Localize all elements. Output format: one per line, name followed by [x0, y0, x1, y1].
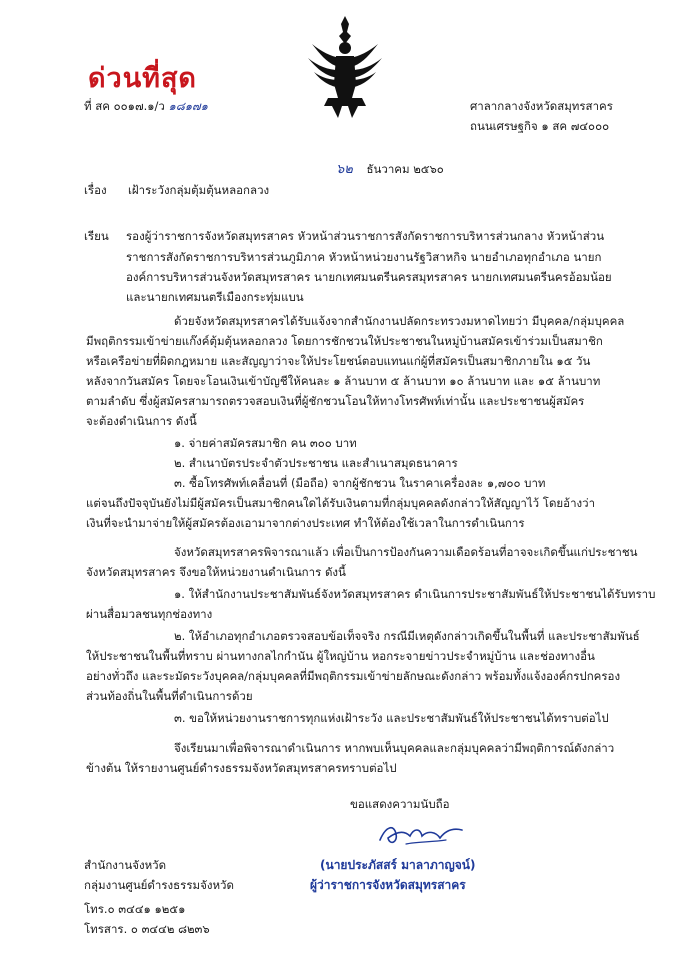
signatory-name: (นายประภัสสร์ มาลาภาญจน์)	[320, 858, 476, 872]
list-item: ๓. ซื้อโทรศัพท์เคลื่อนที่ (มือถือ) จากผู้ชักชวน ในราคาเครื่องละ ๑,๗๐๐ บาท	[174, 476, 546, 490]
signatory-position: ผู้ว่าราชการจังหวัดสมุทรสาคร	[310, 878, 466, 892]
reference-number: ที่ สค ๐๐๑๗.๑/ว ๑๘๑๗๑	[84, 99, 208, 113]
body-line: ด้วยจังหวัดสมุทรสาครได้รับแจ้งจากสำนักงานปลัดกระทรวงมหาดไทยว่า มีบุคคล/กลุ่มบุคคล	[174, 314, 625, 328]
addressee-line: องค์การบริหารส่วนจังหวัดสมุทรสาคร นายกเทศมนตรีนครสมุทรสาคร นายกเทศมนตรีนครอ้อมน้อย	[126, 270, 612, 284]
letter-date: ๖๒ ธันวาคม ๒๕๖๐	[336, 162, 444, 177]
date-day-handwritten: ๖๒	[336, 162, 353, 177]
action-item: ให้ประชาชนในพื้นที่ทราบ ผ่านทางกลไกกำนัน ผู้ใหญ่บ้าน หอกระจายข่าวประจำหมู่บ้าน และช่องทางอื่น	[86, 649, 595, 663]
closing-salutation: ขอแสดงความนับถือ	[350, 797, 450, 811]
handwritten-signature	[376, 816, 466, 850]
closing-paragraph: ข้างต้น ให้รายงานศูนย์ดำรงธรรมจังหวัดสมุทรสาครทราบต่อไป	[86, 761, 397, 775]
subject-text: เฝ้าระวังกลุ่มตุ้มตุ้นหลอกลวง	[128, 183, 270, 197]
action-item: ๒. ให้อำเภอทุกอำเภอตรวจสอบข้อเท็จจริง กรณีมีเหตุดังกล่าวเกิดขึ้นในพื้นที่ และประชาสัมพันธ์	[174, 629, 640, 643]
footer-phone: โทร.๐ ๓๔๔๑ ๑๒๕๑	[84, 902, 186, 916]
list-item: ๑. จ่ายค่าสมัครสมาชิก คน ๓๐๐ บาท	[174, 436, 357, 450]
body-line: เงินที่จะนำมาจ่ายให้ผู้สมัครต้องเอามาจากต่างประเทศ ทำให้ต้องใช้เวลาในการดำเนินการ	[86, 516, 525, 530]
closing-paragraph: จึงเรียนมาเพื่อพิจารณาดำเนินการ หากพบเห็นบุคคลและกลุ่มบุคคลว่ามีพฤติการณ์ดังกล่าว	[174, 741, 615, 755]
action-item: ๑. ให้สำนักงานประชาสัมพันธ์จังหวัดสมุทรสาคร ดำเนินการประชาสัมพันธ์ให้ประชาชนได้รับทราบ	[174, 587, 656, 601]
action-item: ผ่านสื่อมวลชนทุกช่องทาง	[86, 607, 213, 621]
body-line: หรือเครือข่ายที่ผิดกฎหมาย และสัญญาว่าจะให้ประโยชน์ตอบแทนแก่ผู้ที่สมัครเป็นสมาชิกภายใน ๑๕ วัน	[86, 354, 591, 368]
body-line: ตามลำดับ ซึ่งผู้สมัครสามารถตรวจสอบเงินที่ผู้ชักชวนโอนให้ทางโทรศัพท์เท่านั้น และประชาชนผู้สมัคร	[86, 394, 585, 408]
body-line: แต่จนถึงปัจจุบันยังไม่มีผู้สมัครเป็นสมาชิกคนใดได้รับเงินตามที่กลุ่มบุคคลดังกล่าวให้สัญญาไว้ โดยอ้างว่า	[86, 496, 596, 510]
footer-division: กลุ่มงานศูนย์ดำรงธรรมจังหวัด	[84, 878, 234, 892]
subject-label: เรื่อง	[84, 183, 107, 197]
body-line: จะต้องดำเนินการ ดังนี้	[86, 414, 197, 428]
office-address: ถนนเศรษฐกิจ ๑ สค ๗๔๐๐๐	[470, 119, 610, 133]
garuda-emblem-icon	[306, 14, 384, 120]
footer-office: สำนักงานจังหวัด	[84, 858, 167, 872]
footer-fax: โทรสาร. ๐ ๓๔๔๒ ๘๒๓๖	[84, 922, 210, 936]
addressee-label: เรียน	[84, 229, 109, 243]
list-item: ๒. สำเนาบัตรประจำตัวประชาชน และสำเนาสมุดธนาคาร	[174, 456, 458, 470]
action-item: ส่วนท้องถิ่นในพื้นที่ดำเนินการด้วย	[86, 689, 253, 703]
addressee-line: และนายกเทศมนตรีเมืองกระทุ่มแบน	[126, 290, 304, 304]
addressee-line: ราชการสังกัดราชการบริหารส่วนภูมิภาค หัวหน้าหน่วยงานรัฐวิสาหกิจ นายอำเภอทุกอำเภอ นายก	[126, 250, 602, 264]
body-line: จังหวัดสมุทรสาครพิจารณาแล้ว เพื่อเป็นการป้องกันความเดือดร้อนที่อาจจะเกิดขึ้นแก่ประชาชน	[174, 545, 638, 559]
reference-number-handwritten: ๑๘๑๗๑	[168, 99, 208, 113]
action-item: ๓. ขอให้หน่วยงานราชการทุกแห่งเฝ้าระวัง และประชาสัมพันธ์ให้ประชาชนได้ทราบต่อไป	[174, 711, 609, 725]
action-item: อย่างทั่วถึง และระมัดระวังบุคคล/กลุ่มบุคคลที่มีพฤติกรรมเข้าข่ายลักษณะดังกล่าว พร้อมทั้งแจ้งองค์กรปกครอง	[86, 669, 621, 683]
addressee-line: รองผู้ว่าราชการจังหวัดสมุทรสาคร หัวหน้าส่วนราชการสังกัดราชการบริหารส่วนกลาง หัวหน้าส่วน	[126, 229, 605, 243]
body-line: มีพฤติกรรมเข้าข่ายแก๊งค์ตุ้มตุ้นหลอกลวง โดยการชักชวนให้ประชาชนในหมู่บ้านสมัครเข้าร่วมเป็นสมาชิก	[86, 334, 603, 348]
body-line: หลังจากวันสมัคร โดยจะโอนเงินเข้าบัญชีให้คนละ ๑ ล้านบาท ๕ ล้านบาท ๑๐ ล้านบาท และ ๑๕ ล้านบาท	[86, 374, 601, 388]
body-line: จังหวัดสมุทรสาคร จึงขอให้หน่วยงานดำเนินการ ดังนี้	[86, 565, 346, 579]
urgent-stamp: ด่วนที่สุด	[88, 63, 197, 94]
office-name: ศาลากลางจังหวัดสมุทรสาคร	[470, 99, 613, 113]
